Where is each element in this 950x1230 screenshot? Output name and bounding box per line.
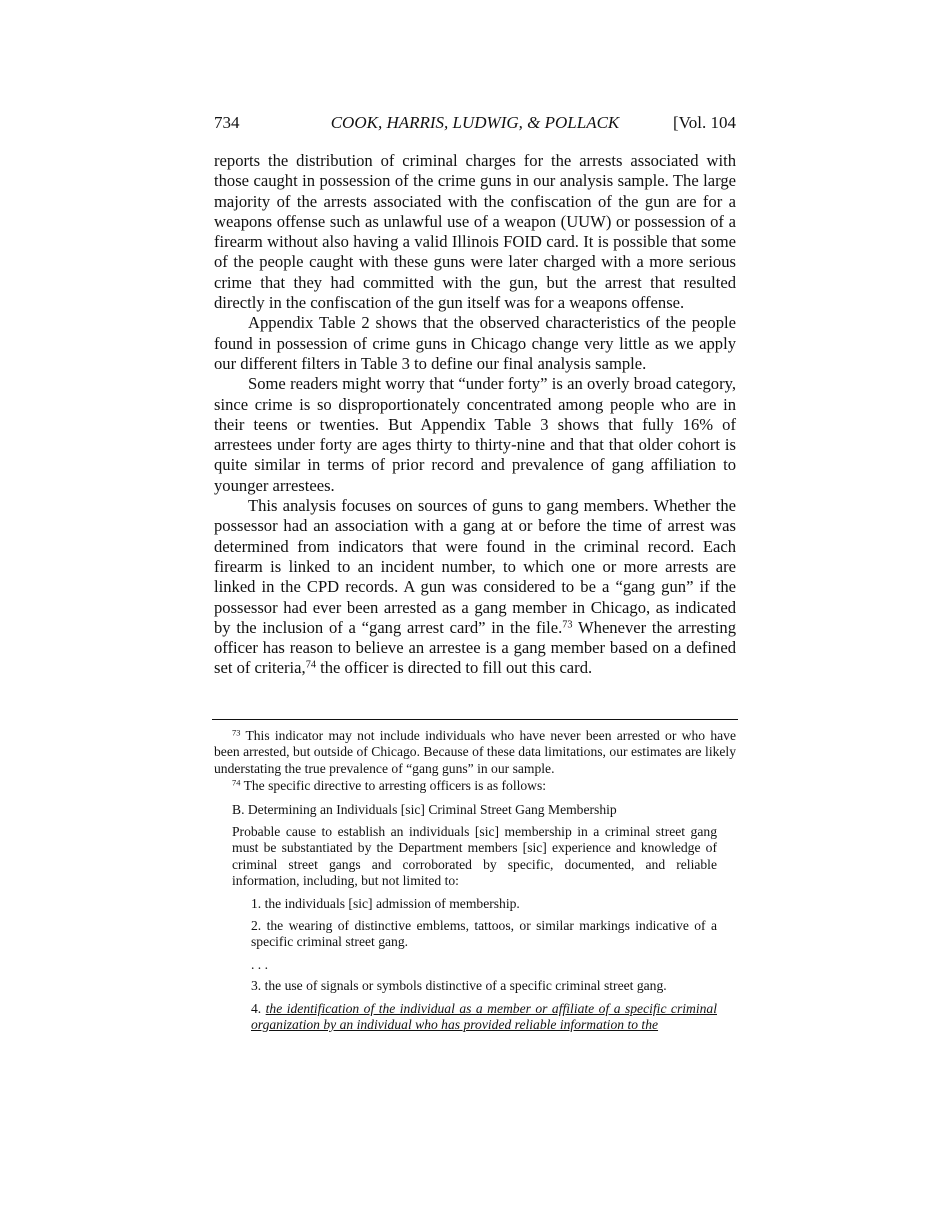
- footnotes: [214, 728, 736, 1040]
- quote-item-4: [251, 1001, 717, 1034]
- footnote-74-text: The specific directive to arresting officers is as follows:: [240, 778, 547, 794]
- quote-ellipsis: . . .: [251, 956, 268, 972]
- paragraph-4-text-2: Whenever the arresting officer has reason to believe an arrestee is a gang member based on a defined set of criteria,: [214, 617, 736, 678]
- footnote-divider: [212, 719, 738, 720]
- paragraph-4-text-1: This analysis focuses on sources of guns to gang members. Whether the possessor had an association with a gang at or before the time of arrest was determined from indicators that were found in the criminal record. Each firearm is linked to an incident number, to which one or more arrests are linked in the CPD records. A gun was considered to be a “gang gun” if the possessor had ever been arrested as a gang member in Chicago, as indicated by the inclusion of a “gang arrest card” in the file.: [214, 496, 736, 637]
- paragraph-2: Appendix Table 2 shows that the observed characteristics of the people found in possession of crime guns in Chicago change very little as we apply our different filters in Table 3 to define our final analysis sample.: [214, 313, 736, 373]
- paragraph-3: Some readers might worry that “under forty” is an overly broad category, since crime is so disproportionately concentrated among people who are in their teens or twenties. But Appendix Table 3 shows that fully 16% of arrestees under forty are ages thirty to thirty-nine and that that older cohort is quite similar in terms of prior record and prevalence of gang affiliation to younger arrestees.: [214, 374, 736, 495]
- paragraph-1: reports the distribution of criminal charges for the arrests associated with those caught in possession of the crime guns in our analysis sample. The large majority of the arrests associated with the confiscation of the gun are for a weapons offense such as unlawful use of a weapon (UUW) or possession of a firearm without also having a valid Illinois FOID card. It is possible that some of the people caught with these guns were later charged with a more serious crime that they had committed with the gun, but the arrest that resulted directly in the confiscation of the gun itself was for a weapons offense.: [214, 151, 736, 313]
- quote-item-3: 3. the use of signals or symbols distinctive of a specific criminal street gang.: [251, 978, 667, 994]
- quote-heading: B. Determining an Individuals [sic] Criminal Street Gang Membership: [232, 801, 617, 817]
- footnote-ref-74[interactable]: 74: [305, 659, 316, 671]
- footnote-ref-73[interactable]: 73: [562, 619, 573, 631]
- volume-label: [Vol. 104: [673, 113, 736, 132]
- running-title: COOK, HARRIS, LUDWIG, & POLLACK: [330, 113, 620, 132]
- quote-paragraph: Probable cause to establish an individuals [sic] membership in a criminal street gang must be substantiated by the Department members [sic] experience and knowledge of criminal street gangs and corroborated by specific, documented, and reliable information, including, but not limited to:: [232, 824, 717, 889]
- block-quote: [232, 802, 717, 1034]
- page-number: 734: [214, 113, 240, 132]
- footnote-74: [214, 778, 736, 794]
- quote-item-4-number: 4.: [251, 1000, 266, 1016]
- paragraph-4-text-3: the officer is directed to fill out this card.: [315, 658, 593, 678]
- footnote-73: [214, 728, 736, 777]
- footnote-number-74: 74: [232, 777, 241, 788]
- footnote-number-73: 73: [232, 727, 241, 738]
- body-text: [214, 151, 736, 679]
- footnote-73-text: This indicator may not include individuals who have never been arrested or who have been arrested, but outside of Chicago. Because of these data limitations, our estimates are likely understating the true prevalence of “gang guns” in our sample.: [214, 728, 736, 776]
- quote-item-4-text: the identification of the individual as a member or affiliate of a specific criminal organization by an individual who has provided reliable information to the: [251, 1000, 717, 1033]
- paragraph-4: [214, 496, 736, 679]
- quote-item-2: 2. the wearing of distinctive emblems, tattoos, or similar markings indicative of a specific criminal street gang.: [251, 918, 717, 950]
- quote-item-1: 1. the individuals [sic] admission of membership.: [251, 895, 520, 911]
- running-header: [214, 113, 736, 133]
